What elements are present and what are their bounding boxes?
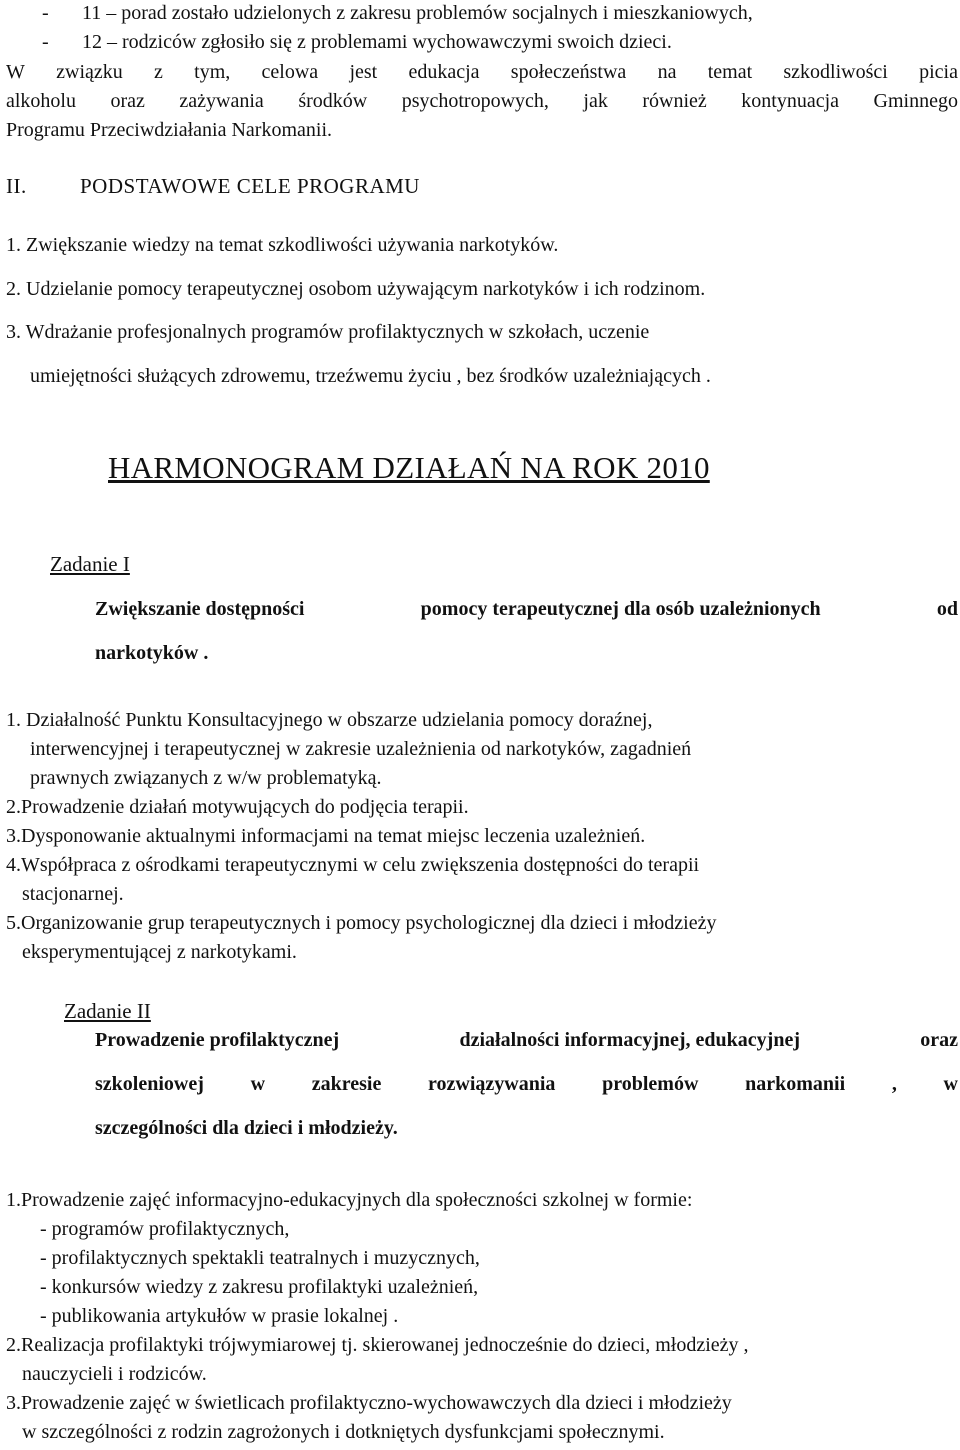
task2-subitem: - konkursów wiedzy z zakresu profilaktyki uzależnień,	[40, 1276, 479, 1298]
task2-subitem: - publikowania artykułów w prasie lokalnej .	[40, 1305, 399, 1327]
task1-heading-cont: narkotyków .	[95, 642, 209, 664]
task2-subitem: - profilaktycznych spektakli teatralnych i muzycznych,	[40, 1247, 480, 1269]
task1-item-continuation: interwencyjnej i terapeutycznej w zakresie uzależnienia od narkotyków, zagadnień	[30, 738, 692, 760]
task1-label: Zadanie I	[50, 552, 130, 576]
task2-item: 3.Prowadzenie zajęć w świetlicach profilaktyczno-wychowawczych dla dzieci i młodzieży	[6, 1392, 732, 1414]
task1-item: 5.Organizowanie grup terapeutycznych i pomocy psychologicznej dla dzieci i młodzieży	[6, 912, 717, 934]
task1-item-continuation: eksperymentującej z narkotykami.	[22, 941, 297, 963]
intro-list-item: 11 – porad zostało udzielonych z zakresu problemów socjalnych i mieszkaniowych,	[82, 2, 753, 24]
intro-list-dash: -	[42, 31, 49, 53]
task1-heading: Zwiększanie dostępności pomocy terapeutycznej dla osób uzależnionych od	[95, 598, 958, 620]
goal-item: 1. Zwiększanie wiedzy na temat szkodliwości używania narkotyków.	[6, 234, 559, 256]
goal-item-continuation: umiejętności służących zdrowemu, trzeźwemu życiu , bez środków uzależniających .	[30, 365, 711, 387]
section-number: II.	[6, 174, 27, 198]
task2-heading: szkoleniowej w zakresie rozwiązywania problemów narkomanii , w	[95, 1073, 958, 1095]
intro-paragraph-line: Programu Przeciwdziałania Narkomanii.	[6, 119, 332, 141]
task2-subitem: - programów profilaktycznych,	[40, 1218, 290, 1240]
task1-item: 2.Prowadzenie działań motywujących do podjęcia terapii.	[6, 796, 469, 818]
task2-item: 1.Prowadzenie zajęć informacyjno-edukacyjnych dla społeczności szkolnej w formie:	[6, 1189, 693, 1211]
schedule-title: HARMONOGRAM DZIAŁAŃ NA ROK 2010	[108, 450, 710, 485]
goal-item: 3. Wdrażanie profesjonalnych programów profilaktycznych w szkołach, uczenie	[6, 321, 650, 343]
intro-list-dash: -	[42, 2, 49, 24]
intro-list-item: 12 – rodziców zgłosiło się z problemami wychowawczymi swoich dzieci.	[82, 31, 672, 53]
task2-label: Zadanie II	[64, 999, 151, 1023]
task2-item: 2.Realizacja profilaktyki trójwymiarowej tj. skierowanej jednocześnie do dzieci, młodzieży ,	[6, 1334, 749, 1356]
task1-item-continuation: stacjonarnej.	[22, 883, 124, 905]
task2-heading-cont: szczególności dla dzieci i młodzieży.	[95, 1117, 398, 1139]
goal-item: 2. Udzielanie pomocy terapeutycznej osobom używającym narkotyków i ich rodzinom.	[6, 278, 706, 300]
task1-item: 4.Współpraca z ośrodkami terapeutycznymi w celu zwiększenia dostępności do terapii	[6, 854, 700, 876]
task1-item: 3.Dysponowanie aktualnymi informacjami na temat miejsc leczenia uzależnień.	[6, 825, 646, 847]
task2-heading: Prowadzenie profilaktycznej działalności informacyjnej, edukacyjnej oraz	[95, 1029, 958, 1051]
task2-item-continuation: w szczególności z rodzin zagrożonych i dotkniętych dysfunkcjami społecznymi.	[22, 1421, 665, 1443]
task1-item-continuation: prawnych związanych z w/w problematyką.	[30, 767, 382, 789]
intro-paragraph-line: alkoholu oraz zażywania środków psychotropowych, jak również kontynuacja Gminnego	[6, 90, 958, 112]
section-title: PODSTAWOWE CELE PROGRAMU	[80, 174, 420, 198]
intro-paragraph-line: W związku z tym, celowa jest edukacja społeczeństwa na temat szkodliwości picia	[6, 61, 958, 83]
task1-item: 1. Działalność Punktu Konsultacyjnego w obszarze udzielania pomocy doraźnej,	[6, 709, 653, 731]
task2-item-continuation: nauczycieli i rodziców.	[22, 1363, 207, 1385]
